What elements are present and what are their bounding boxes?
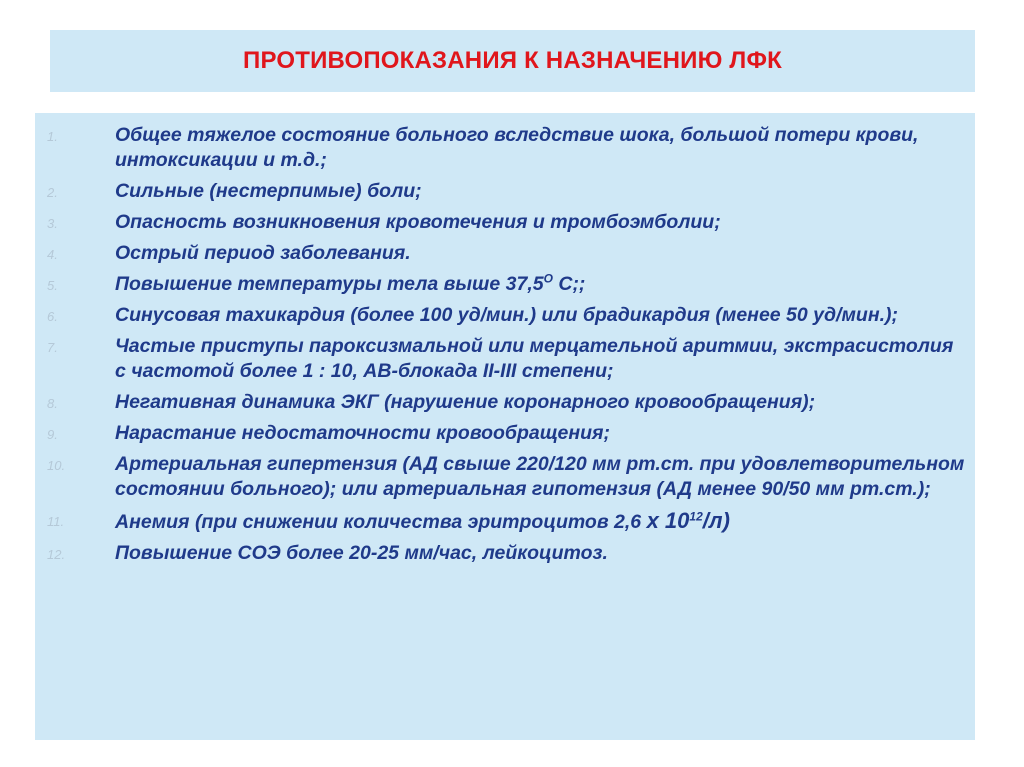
item-number: 11. bbox=[47, 514, 65, 529]
degree-superscript: О bbox=[543, 271, 553, 286]
item-text: Сильные (нестерпимые) боли; bbox=[115, 180, 422, 202]
contraindications-panel bbox=[35, 113, 975, 740]
list-item bbox=[47, 210, 967, 235]
item-text-main: Повышение температуры тела выше 37,5 bbox=[115, 273, 544, 295]
list-item bbox=[47, 303, 967, 328]
item-number: 6. bbox=[47, 309, 58, 324]
item-text: Повышение СОЭ более 20-25 мм/час, лейкоцитоз. bbox=[115, 542, 608, 564]
item-text bbox=[115, 272, 967, 297]
item-text: Нарастание недостаточности кровообращения; bbox=[115, 422, 611, 444]
item-text: Артериальная гипертензия (АД свыше 220/120 мм рт.ст. при удовлетворительном состоянии больного); или артериальная гипотензия (АД менее 90/50 мм рт.ст.); bbox=[115, 453, 965, 500]
list-item bbox=[47, 123, 967, 173]
contraindications-list bbox=[47, 123, 967, 572]
item-text-tail: С;; bbox=[552, 273, 586, 295]
item-number: 8. bbox=[47, 396, 58, 411]
title-banner bbox=[50, 30, 975, 92]
item-number: 3. bbox=[47, 216, 58, 231]
item-text: Частые приступы пароксизмальной или мерцательной аритмии, экстрасистолия с частотой более 1 : 10, АВ-блокада II-III степени; bbox=[115, 335, 954, 382]
item-number: 5. bbox=[47, 278, 58, 293]
page-title: ПРОТИВОПОКАЗАНИЯ К НАЗНАЧЕНИЮ ЛФК bbox=[243, 47, 782, 74]
item-number: 10. bbox=[47, 458, 66, 473]
item-number: 7. bbox=[47, 340, 58, 355]
item-text-main: Анемия (при снижении количества эритроцитов 2,6 bbox=[115, 511, 647, 533]
item-text-tail: /л) bbox=[702, 508, 730, 533]
item-text: Опасность возникновения кровотечения и тромбоэмболии; bbox=[115, 211, 721, 233]
list-item bbox=[47, 241, 967, 266]
item-text bbox=[115, 508, 967, 535]
item-text-multiplier: х 10 bbox=[646, 508, 690, 533]
item-number: 12. bbox=[47, 547, 66, 562]
list-item bbox=[47, 421, 967, 446]
exponent-superscript: 12 bbox=[689, 509, 703, 524]
list-item bbox=[47, 541, 967, 566]
item-number: 2. bbox=[47, 185, 58, 200]
list-item bbox=[47, 179, 967, 204]
item-text: Общее тяжелое состояние больного вследствие шока, большой потери крови, интоксикации и т.д.; bbox=[115, 124, 919, 171]
list-item bbox=[47, 334, 967, 384]
item-text: Острый период заболевания. bbox=[115, 242, 411, 264]
item-text: Негативная динамика ЭКГ (нарушение коронарного кровообращения); bbox=[115, 391, 816, 413]
item-number: 9. bbox=[47, 427, 58, 442]
list-item bbox=[47, 452, 967, 502]
list-item bbox=[47, 390, 967, 415]
list-item bbox=[47, 272, 967, 297]
list-item bbox=[47, 508, 967, 535]
item-number: 4. bbox=[47, 247, 58, 262]
item-text: Синусовая тахикардия (более 100 уд/мин.) или брадикардия (менее 50 уд/мин.); bbox=[115, 304, 898, 326]
item-number: 1. bbox=[47, 129, 58, 144]
